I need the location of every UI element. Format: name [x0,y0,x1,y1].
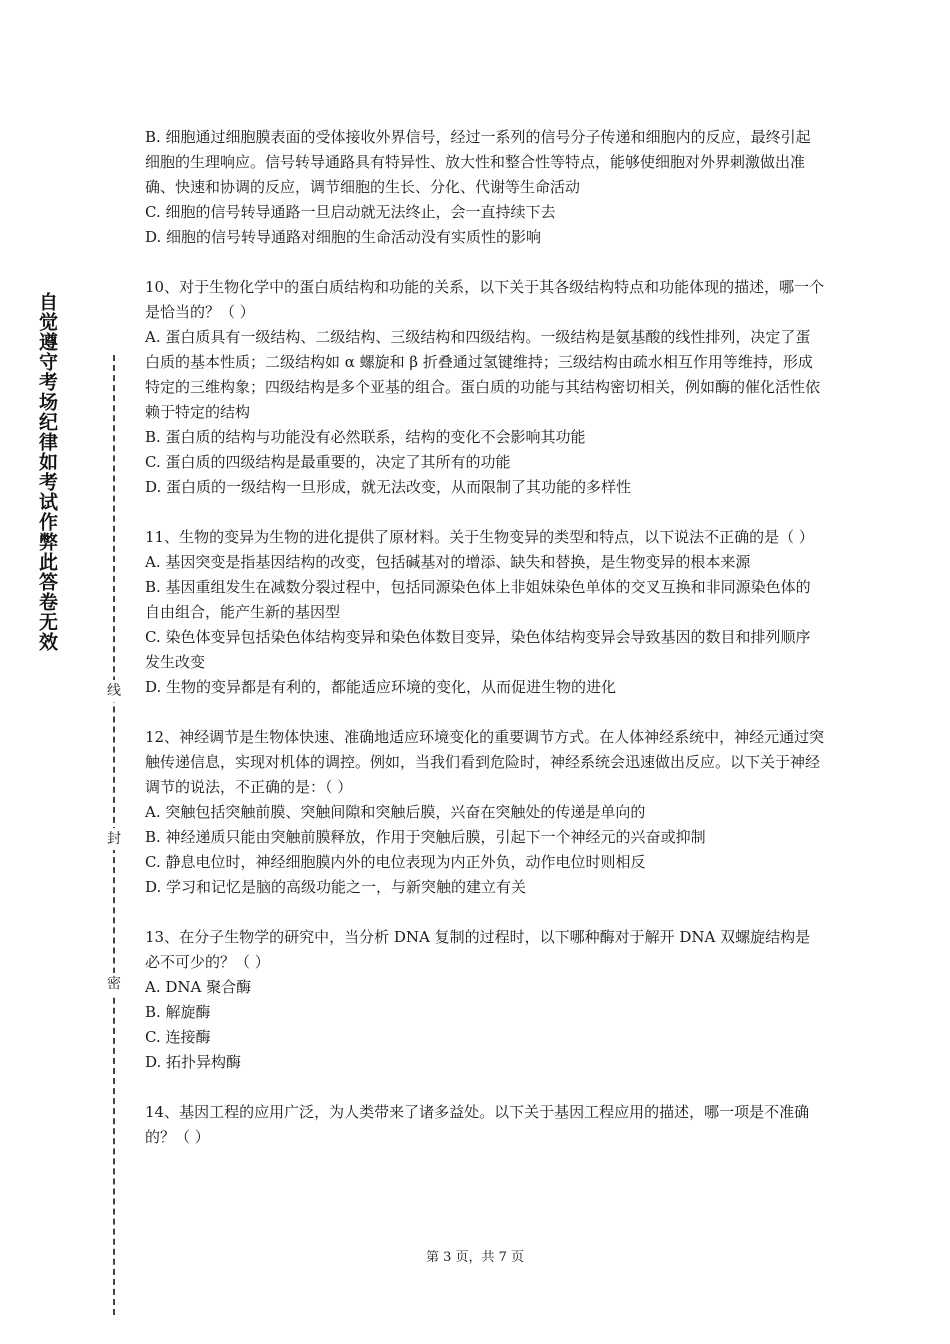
question-stem: 12、神经调节是生物体快速、准确地适应环境变化的重要调节方式。在人体神经系统中，神经元通过突触传递信息，实现对机体的调控。例如，当我们看到危险时，神经系统会迅速做出反应。以下关于神经调节的说法，不正确的是：（ ） [145,728,825,796]
option-d: D. 蛋白质的一级结构一旦形成，就无法改变，从而限制了其功能的多样性 [145,478,632,496]
exam-warning-vertical: 自觉遵守考场纪律如考试作弊此答卷无效 [36,292,58,652]
option-d: D. 学习和记忆是脑的高级功能之一，与新突触的建立有关 [145,878,527,896]
question-11 [145,525,825,700]
option-b: B. 解旋酶 [145,1003,211,1021]
option-d: D. 生物的变异都是有利的，都能适应环境的变化，从而促进生物的进化 [145,678,617,696]
question-10 [145,275,825,500]
option-d: D. 细胞的信号转导通路对细胞的生命活动没有实质性的影响 [145,228,542,246]
question-12 [145,725,825,900]
option-b: B. 细胞通过细胞膜表面的受体接收外界信号，经过一系列的信号分子传递和细胞内的反应，最终引起细胞的生理响应。信号转导通路具有特异性、放大性和整合性等特点，能够使细胞对外界刺激做出准确、快速和协调的反应，调节细胞的生长、分化、代谢等生命活动 [145,128,811,196]
question-stem: 13、在分子生物学的研究中，当分析 DNA 复制的过程时，以下哪种酶对于解开 DNA 双螺旋结构是必不可少的？（ ） [145,928,811,971]
option-c: C. 静息电位时，神经细胞膜内外的电位表现为内正外负，动作电位时则相反 [145,853,646,871]
option-c: C. 连接酶 [145,1028,211,1046]
option-a: A. 突触包括突触前膜、突触间隙和突触后膜，兴奋在突触处的传递是单向的 [145,803,646,821]
question-9-continued [145,125,825,250]
page-footer: 第 3 页，共 7 页 [425,1250,525,1265]
binding-mark-mi: 密 [104,973,124,995]
option-c: C. 染色体变异包括染色体结构变异和染色体数目变异，染色体结构变异会导致基因的数目和排列顺序发生改变 [145,628,811,671]
question-13 [145,925,825,1075]
binding-mark-feng: 封 [104,828,124,850]
question-stem: 10、对于生物化学中的蛋白质结构和功能的关系，以下关于其各级结构特点和功能体现的描述，哪一个是恰当的？（ ） [145,278,825,321]
question-stem: 14、基因工程的应用广泛，为人类带来了诸多益处。以下关于基因工程应用的描述，哪一项是不准确的？（ ） [145,1103,810,1146]
question-stem: 11、生物的变异为生物的进化提供了原材料。关于生物变异的类型和特点，以下说法不正确的是（ ） [145,528,814,546]
option-a: A. 蛋白质具有一级结构、二级结构、三级结构和四级结构。一级结构是氨基酸的线性排列，决定了蛋白质的基本性质；二级结构如 α 螺旋和 β 折叠通过氢键维持；三级结构由疏水相互作用等维持，形成特定的三维构象；四级结构是多个亚基的组合。蛋白质的功能与其结构密切相关，例如酶的催化活性依赖于特定的结构 [145,328,821,421]
question-14 [145,1100,825,1150]
option-b: B. 蛋白质的结构与功能没有必然联系，结构的变化不会影响其功能 [145,428,586,446]
exam-content [145,125,825,1175]
option-a: A. DNA 聚合酶 [145,978,252,996]
option-b: B. 神经递质只能由突触前膜释放，作用于突触后膜，引起下一个神经元的兴奋或抑制 [145,828,706,846]
option-b: B. 基因重组发生在减数分裂过程中，包括同源染色体上非姐妹染色单体的交叉互换和非同源染色体的自由组合，能产生新的基因型 [145,578,811,621]
option-c: C. 细胞的信号转导通路一旦启动就无法终止，会一直持续下去 [145,203,556,221]
option-d: D. 拓扑异构酶 [145,1053,242,1071]
binding-mark-xian: 线 [104,680,124,702]
option-a: A. 基因突变是指基因结构的改变，包括碱基对的增添、缺失和替换，是生物变异的根本来源 [145,553,751,571]
option-c: C. 蛋白质的四级结构是最重要的，决定了其所有的功能 [145,453,511,471]
